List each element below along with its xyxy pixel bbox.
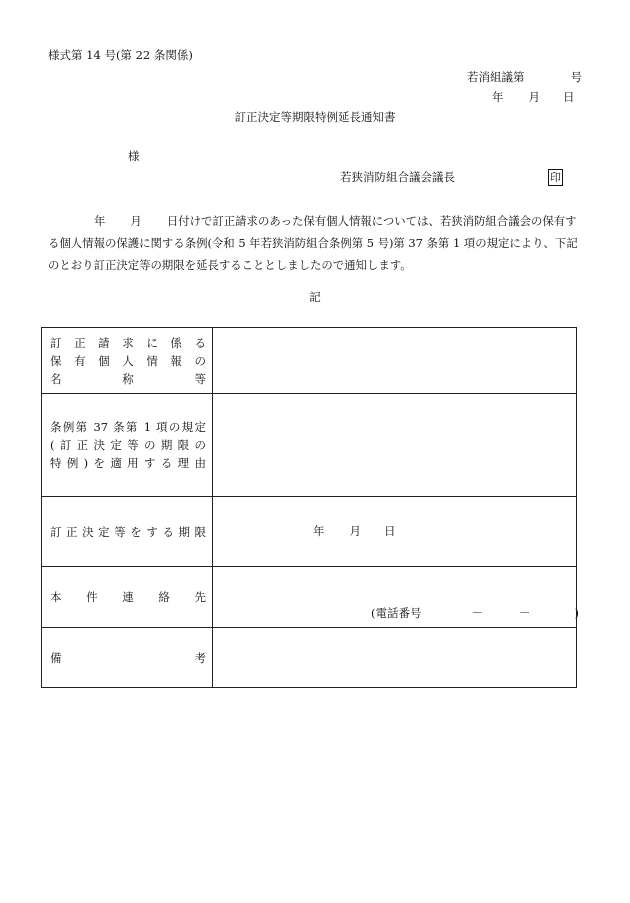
notice-body <box>48 210 583 276</box>
table-row <box>42 328 577 394</box>
row-label-contact: 本件連絡先 <box>42 567 213 628</box>
target-info-field[interactable] <box>213 328 577 394</box>
phone-dash: － <box>471 606 483 620</box>
addressee-suffix: 様 <box>128 149 140 163</box>
table-row <box>42 567 577 628</box>
row-label-reason: 条例第 37 条第 1 項の規定 (訂正決定等の期限の 特例)を適用する理由 <box>42 394 213 497</box>
document-date-day: 日 <box>563 90 575 104</box>
seal-mark: 印 <box>550 171 561 184</box>
table-row <box>42 497 577 567</box>
deadline-field[interactable] <box>213 497 577 567</box>
row-label-remarks: 備考 <box>42 628 213 688</box>
document-date-year: 年 <box>492 90 504 104</box>
body-text: 日付けで訂正請求のあった保有個人情報については、若狭消防組合議会の保有する個人情報の保護に関する条例(令和 5 年若狭消防組合条例第 5 号)第 37 条第 1 項の規定により、下記のとおり訂正決定等の期限を延長することとしましたので通知します。 <box>48 214 578 272</box>
ki-heading: 記 <box>309 290 321 304</box>
document-date-month: 月 <box>528 90 540 104</box>
page-title: 訂正決定等期限特例延長通知書 <box>234 110 396 124</box>
reason-field[interactable] <box>213 394 577 497</box>
deadline-day: 日 <box>384 523 396 538</box>
sender-name: 若狭消防組合議会議長 <box>340 170 455 184</box>
deadline-year: 年 <box>313 523 325 538</box>
document-number <box>467 70 582 84</box>
phone-number-line: (電話番号 － － ) <box>371 606 579 620</box>
body-month: 月 <box>130 214 142 228</box>
body-year: 年 <box>94 214 106 228</box>
phone-dash: － <box>519 606 531 620</box>
row-label-deadline: 訂正決定等をする期限 <box>42 497 213 567</box>
contact-field[interactable] <box>213 567 577 628</box>
row-label-target-info: 訂正請求に係る 保有個人情報の 名称等 <box>42 328 213 394</box>
remarks-field[interactable] <box>213 628 577 688</box>
form-table <box>41 327 577 688</box>
deadline-month: 月 <box>349 523 361 538</box>
form-number: 様式第 14 号(第 22 条関係) <box>48 48 193 62</box>
table-row <box>42 394 577 497</box>
table-row <box>42 628 577 688</box>
document-number-suffix: 号 <box>570 70 582 84</box>
document-date <box>492 92 575 104</box>
document-number-prefix: 若消組議第 <box>467 70 525 84</box>
